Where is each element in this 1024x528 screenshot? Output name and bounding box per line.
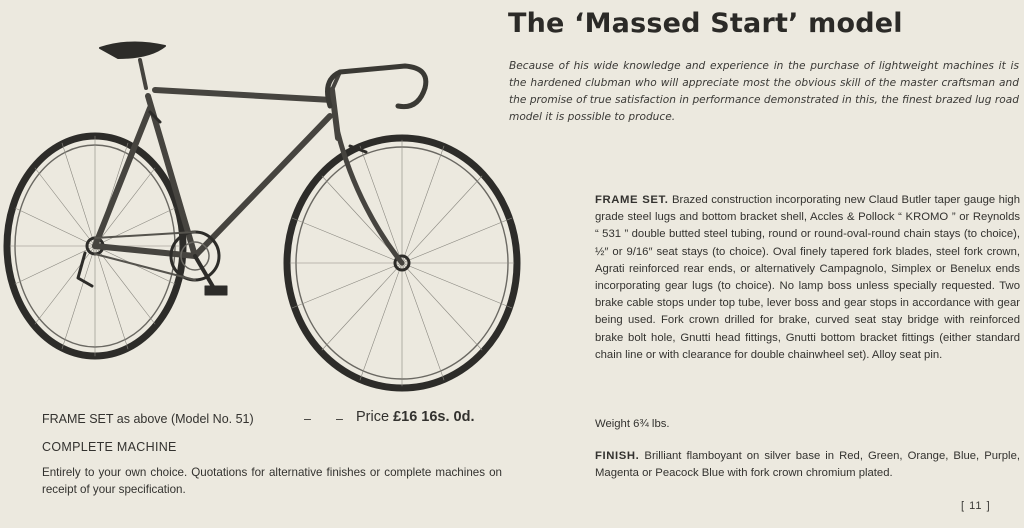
frame-price-line	[42, 409, 512, 426]
frame-set-text: Brazed construction incorporating new Claud Butler taper gauge high grade steel lugs and bottom bracket shell, Accles & Pollock “ KROMO ” or Reynolds “ 531 ” double butted steel tubing, round or round-oval-round chain stays (to choice), ½″ or 9/16″ seat stays (to choice). Oval finely tapered fork blades, steel fork crown, Agrati reinforced rear ends, or alternatively Campagnolo, Simplex or Benelux ends incorporating gear lugs (to choice). No lamp boss unless specially requested. Two brake cable stops under top tube, lever boss and gear stops in accordance with gear being used. Fork crown drilled for brake, curved seat stay bridge with reinforced brake bolt hole, Gnutti head fittings, Gnutti bottom bracket fittings (either standard chain line or with clearance for double chainwheel set). Alloy seat pin.	[595, 194, 1020, 361]
finish-section	[595, 448, 1020, 482]
intro-paragraph	[509, 58, 1019, 126]
frame-set-label: FRAME SET as above (Model No. 51)	[42, 412, 254, 426]
price-dash-2: –	[336, 412, 343, 426]
finish-paragraph	[595, 448, 1020, 482]
finish-text: Brilliant flamboyant on silver base in Red, Green, Orange, Blue, Purple, Magenta or Peacock Blue with fork crown chromium plated.	[595, 450, 1020, 480]
price-word: Price	[356, 409, 390, 425]
page-number: [ 11 ]	[961, 500, 991, 512]
weight-text: Weight 6¾ lbs.	[595, 418, 670, 430]
handlebar	[328, 66, 426, 107]
price	[356, 409, 475, 425]
complete-machine-text: Entirely to your own choice. Quotations for alternative finishes or complete machines on receipt of your specification.	[42, 466, 502, 496]
finish-heading: FINISH.	[595, 450, 640, 462]
saddle	[100, 42, 165, 58]
price-value: £16 16s. 0d.	[393, 409, 475, 425]
bicycle-photo	[0, 28, 530, 398]
intro-text: Because of his wide knowledge and experience in the purchase of lightweight machines it is the hardened clubman who will appreciate most the obvious skill of the master craftsman and the promise of true satisfaction in performance demonstrated in this, the finest brazed lug road model it is possible to produce.	[509, 60, 1019, 123]
complete-machine-heading: COMPLETE MACHINE	[42, 440, 177, 454]
price-dash-1: –	[304, 412, 311, 426]
page-title: The ‘Massed Start’ model	[508, 8, 903, 39]
frame-set-paragraph	[595, 192, 1020, 364]
frame-set-heading: FRAME SET.	[595, 194, 669, 206]
complete-machine-section	[42, 464, 502, 498]
frame-set-section	[595, 192, 1020, 364]
frame	[95, 90, 338, 256]
